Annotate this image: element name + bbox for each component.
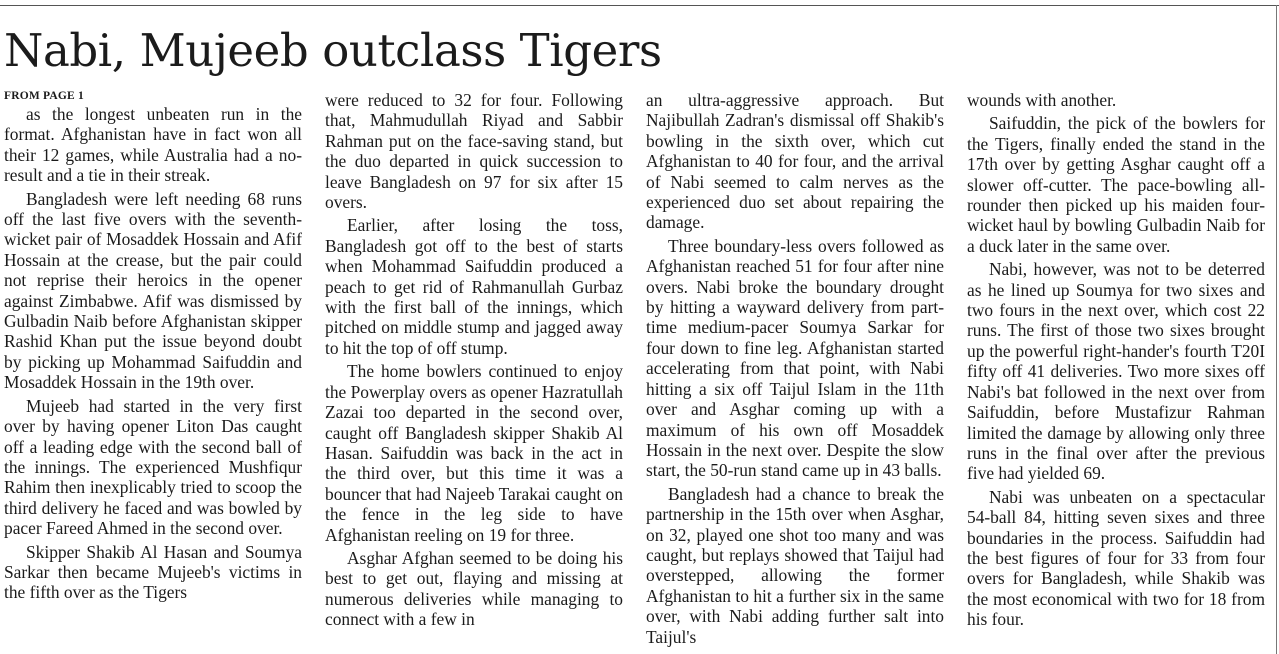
top-rule: [0, 5, 1279, 6]
headline: Nabi, Mujeeb outclass Tigers: [4, 24, 662, 77]
right-column-rule: [1276, 5, 1277, 654]
paragraph: were reduced to 32 for four. Following that, Mahmudullah Riyad and Sabbir Rahman put on the face-saving stand, but the duo departed in quick succession to leave Bangladesh on 97 for six after 15 overs.: [325, 90, 623, 213]
paragraph: Nabi, however, was not to be deterred as he lined up Soumya for two sixes and two fours in the next over, which cost 22 runs. The first of those two sixes brought up the powerful right-hander's fourth T20I fifty off 41 deliveries. Two more sixes off Nabi's bat followed in the next over from Saifuddin, before Mustafizur Rahman limited the damage by allowing only three runs in the final over after the previous five had yielded 69.: [967, 259, 1265, 484]
paragraph: Nabi was unbeaten on a spectacular 54-ball 84, hitting seven sixes and three boundaries in the process. Saifuddin had the best figures of four for 33 from four overs for Bangladesh, while Shakib was the most economical with two for 18 from his four.: [967, 486, 1265, 630]
paragraph: Earlier, after losing the toss, Bangladesh got off to the best of starts when Mohammad Saifuddin produced a peach to get rid of Rahmanullah Gurbaz with the first ball of the innings, which pitched on middle stump and jagged away to hit the top of off stump.: [325, 215, 623, 358]
paragraph: Asghar Afghan seemed to be doing his best to get out, flaying and missing at numerous deliveries while managing to connect with a few in: [325, 547, 623, 630]
paragraph: The home bowlers continued to enjoy the Powerplay overs as opener Hazratullah Zazai too departed in the second over, caught off Bangladesh skipper Shakib Al Hasan. Saifuddin was back in the act in the third over, but this time it was a bouncer that had Najeeb Tarakai caught on the fence in the leg side to have Afghanistan reeling on 19 for three.: [325, 361, 623, 545]
paragraph: Mujeeb had started in the very first over by having opener Liton Das caught off a leading edge with the second ball of the innings. The experienced Mushfiqur Rahim then inexplicably tried to scoop the third delivery he faced and was bowled by pacer Fareed Ahmed in the second over.: [4, 395, 302, 539]
paragraph: Skipper Shakib Al Hasan and Soumya Sarkar then became Mujeeb's victims in the fifth over as the Tigers: [4, 541, 302, 603]
paragraph: Bangladesh had a chance to break the partnership in the 15th over when Asghar, on 32, played one shot too many and was caught, but replays showed that Taijul had overstepped, allowing the former Afghanistan to hit a further six in the same over, with Nabi adding further salt into Taijul's: [646, 483, 944, 647]
kicker: FROM PAGE 1: [4, 90, 84, 102]
article-column-4: [967, 90, 1265, 654]
paragraph: Bangladesh were left needing 68 runs off the last five overs with the seventh-wicket pair of Mosaddek Hossain and Afif Hossain at the crease, but the pair could not reprise their heroics in the opener against Zimbabwe. Afif was dismissed by Gulbadin Naib before Afghanistan skipper Rashid Khan put the issue beyond doubt by picking up Mohammad Saifuddin and Mosaddek Hossain in the 19th over.: [4, 188, 302, 393]
article-column-1: [4, 89, 302, 653]
paragraph: an ultra-aggressive approach. But Najibullah Zadran's dismissal off Shakib's bowling in the sixth over, which cut Afghanistan to 40 for four, and the arrival of Nabi seemed to calm nerves as the experienced duo set about repairing the damage.: [646, 90, 944, 233]
paragraph: Saifuddin, the pick of the bowlers for the Tigers, finally ended the stand in the 17th over by getting Asghar caught off a slower off-cutter. The pace-bowling all-rounder then picked up his maiden four-wicket haul by bowling Gulbadin Naib for a duck later in the same over.: [967, 113, 1265, 256]
article-column-2: [325, 90, 623, 654]
article-column-3: [646, 90, 944, 654]
paragraph: wounds with another.: [967, 90, 1117, 110]
paragraph: as the longest unbeaten run in the format. Afghanistan have in fact won all their 12 games, while Australia had a no-result and a tie in their streak.: [4, 104, 302, 186]
paragraph: Three boundary-less overs followed as Afghanistan reached 51 for four after nine overs. Nabi broke the boundary drought by hitting a wayward delivery from part-time medium-pacer Soumya Sarkar for four down to fine leg. Afghanistan started accelerating from that point, with Nabi hitting a six off Taijul Islam in the 11th over and Asghar coming up with a maximum of his own off Mosaddek Hossain in the next over. Despite the slow start, the 50-run stand came up in 43 balls.: [646, 235, 944, 481]
